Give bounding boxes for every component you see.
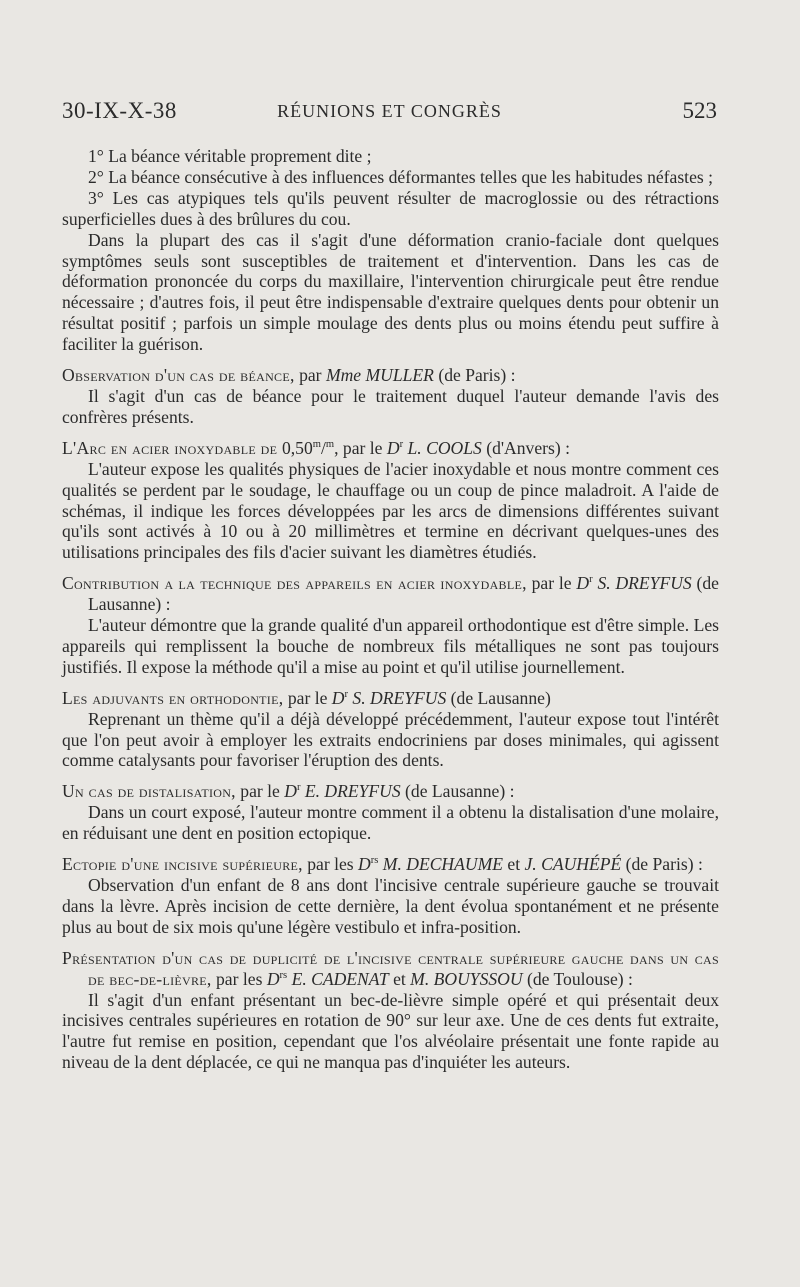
running-header — [62, 98, 717, 128]
intro-item-2: 2° La béance consécutive à des influences déformantes telles que les habitudes néfastes ; — [88, 166, 714, 187]
section-heading-1: Observation d'un cas de béance, par Mme MULLER (de Paris) : — [62, 365, 516, 386]
author-name: E. CADENAT — [287, 968, 389, 989]
author-name: E. DREYFUS — [300, 781, 401, 802]
section-text-5: Dans un court exposé, l'auteur montre comment il a obtenu la distalisation d'une molaire, en réduisant une dent en position ectopique. — [62, 802, 719, 844]
section-heading-7: Présentation d'un cas de duplicité de l'incisive centrale supérieure gauche dans un cas de bec-de-lièvre, par les $D^{rs}$ E. CADENAT et M. BOUYSSOU (de Toulouse) : — [62, 947, 719, 989]
section-heading-4: Les adjuvants en orthodontie, par le $D^r$ S. DREYFUS (de Lausanne) — [62, 687, 551, 708]
intro-item-1: 1° La béance véritable proprement dite ; — [88, 146, 372, 166]
section-heading-5: Un cas de distalisation, par le $D^r$ E. DREYFUS (de Lausanne) : — [62, 781, 515, 802]
section-heading-6: Ectopie d'une incisive supérieure, par les $D^{rs}$ M. DECHAUME et J. CAUHÉPÉ (de Paris) : — [62, 854, 703, 875]
section-text-1: Il s'agit d'un cas de béance pour le traitement duquel l'auteur demande l'avis des confrères présents. — [62, 385, 719, 427]
section-text-3: L'auteur démontre que la grande qualité d'un appareil orthodontique est d'être simple. Les appareils qui remplissent la bouche de nombreux fils métalliques ne sont pas toujours justifiés. Il expose la méthode qu'il a mise au point et qu'il utilise journellement. — [62, 615, 719, 677]
section-text-2: L'auteur expose les qualités physiques de l'acier inoxydable et nous montre comment ces qualités se perdent par le soudage, le chauffage ou un coup de pince maladroit. A l'aide de schémas, il indique les forces développées par les arcs de dimensions différentes suivant qu'ils sont activés à 10 ou à 20 millimètres et termine en décrivant quelques-unes des utilisations principales des fils d'acier suivant les diamètres étudiés. — [62, 458, 719, 563]
author-name: S. DREYFUS — [592, 573, 692, 594]
author-name: S. DREYFUS — [348, 687, 447, 708]
section-heading-3: Contribution a la technique des appareils en acier inoxydable, par le $D^r$ S. DREYFUS (de Lausanne) : — [62, 573, 719, 615]
intro-item-3: 3° Les cas atypiques tels qu'ils peuvent résulter de macroglossie ou des rétractions superficielles dues à des brûlures du cou. — [62, 187, 719, 229]
author-name: M. BOUYSSOU — [410, 968, 523, 989]
author-name: M. DECHAUME — [378, 854, 503, 875]
author-name: J. CAUHÉPÉ — [524, 854, 622, 875]
section-heading-2: L'Arc en acier inoxydable de 0,50$^m$/$^m$, par le $D^r$ L. COOLS (d'Anvers) : — [62, 437, 571, 458]
page-body — [62, 146, 719, 1073]
intro-paragraph: Dans la plupart des cas il s'agit d'une déformation cranio-faciale dont quelques symptômes seuls sont susceptibles de traitement et d'intervention. Dans les cas de déformation prononcée du corps du maxillaire, l'intervention chirurgicale peut être rendue nécessaire ; d'autres fois, il peut être indispensable d'extraire quelques dents pour obtenir un résultat positif ; parfois un simple moulage des dents plus ou moins étendu peut suffire à faciliter la guérison. — [62, 229, 719, 355]
page-number: 523 — [682, 98, 717, 123]
section-text-6: Observation d'un enfant de 8 ans dont l'incisive centrale supérieure gauche se trouvait dans la lèvre. Après incision de cette dernière, la dent évolua spontanément et ne présente plus au bout de six mois qu'une légère vestibulo et infra-position. — [62, 875, 719, 937]
section-text-7: Il s'agit d'un enfant présentant un bec-de-lièvre simple opéré et qui présentait deux incisives centrales supérieures en rotation de 90° sur leur axe. Une de ces dents fut extraite, l'autre fut remise en position, cependant que l'os alvéolaire présentait une fonte rapide au niveau de la dent déplacée, ce qui ne manqua pas d'inquiéter les auteurs. — [62, 989, 719, 1073]
header-title: RÉUNIONS ET CONGRÈS — [277, 101, 502, 121]
author-name: Mme MULLER — [325, 365, 434, 386]
header-date: 30-IX-X-38 — [62, 98, 177, 123]
author-name: L. COOLS — [403, 437, 482, 458]
section-text-4: Reprenant un thème qu'il a déjà développé précédemment, l'auteur expose tout l'intérêt que l'on peut avoir à employer les extraits endocriniens par doses minimales, qui agissent comme catalysants pour favoriser l'éruption des dents. — [62, 708, 719, 771]
